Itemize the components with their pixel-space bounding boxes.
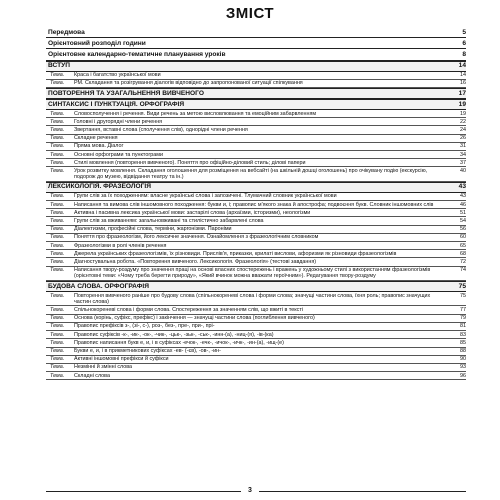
toc-entry <box>46 364 466 372</box>
toc-section <box>46 281 466 292</box>
toc-entry <box>46 209 466 217</box>
toc-entry-page: 93 <box>460 364 466 371</box>
toc-entry-page: 60 <box>460 234 466 241</box>
toc-entry-page: 79 <box>460 315 466 322</box>
toc-entry-title: Звертання, вставні слова (сполучення слів), однорідні члени речення <box>74 126 248 133</box>
toc-entry-page: 14 <box>460 72 466 79</box>
toc-entry-title: Складне речення <box>74 135 118 142</box>
toc-entry-label: Тема. <box>50 72 65 79</box>
toc-entry-title: Букви е, и, і в прикметникових суфіксах -ев- (-єв), -ов-, -ин- <box>74 348 221 354</box>
toc-entry <box>46 339 466 347</box>
toc-entry-label: Тема. <box>50 193 65 200</box>
toc-entry-title: Словосполучення і речення. Види речень за метою висловлювання та емоційним забарвленням <box>74 110 317 117</box>
toc-entry <box>46 72 466 80</box>
toc-entry-title: Фразеологізми в ролі членів речення <box>74 242 167 249</box>
toc-entry-title: Передмова <box>48 28 85 36</box>
page-footer <box>0 486 500 500</box>
toc-entry-label: Тема. <box>50 118 65 125</box>
toc-entry <box>46 135 466 143</box>
toc-entry-title: Групи слів за їх походженням: власне українські слова і запозичені. Тлумачний словник української мови <box>74 193 337 200</box>
toc-entry-label: Тема. <box>50 339 65 346</box>
toc-entry <box>46 167 466 181</box>
toc-entry-page: 40 <box>460 167 466 174</box>
toc-section <box>46 182 466 193</box>
toc-entry-label: Тема. <box>50 151 65 158</box>
toc-entry-title: БУДОВА СЛОВА. ОРФОГРАФІЯ <box>48 282 149 290</box>
toc-entry-label: Тема. <box>50 234 65 241</box>
toc-entry-title: Групи слів за вживанням: загальновживані та стилістично забарвлені слова <box>74 217 264 224</box>
toc-entry-title: Незмінні й змінні слова <box>74 364 133 371</box>
toc-entry-title: Правопис префіксів з-, (зі-, с-), роз-, без-, пре-, при-, прі- <box>74 323 215 330</box>
toc-entry-title: Правопис написання букв е, и, і в суфіксах -ечок-, -ечк-, -ичок-, -ичк-, -ин-(а), -ищ-(е) <box>74 339 284 346</box>
toc-entry <box>46 258 466 266</box>
toc-section <box>46 99 466 110</box>
toc-entry-page: 5 <box>462 28 466 36</box>
toc-entry-page: 22 <box>460 118 466 125</box>
toc-entry <box>46 126 466 134</box>
toc-entry-title: ПОВТОРЕННЯ ТА УЗАГАЛЬНЕННЯ ВИВЧЕНОГО <box>48 89 204 97</box>
toc-entry-title: Краса і багатство української мови <box>74 72 161 79</box>
toc-entry <box>46 143 466 151</box>
toc-entry-page: 85 <box>460 339 466 346</box>
page-number: 3 <box>241 486 259 496</box>
toc-entry <box>46 159 466 167</box>
toc-entry-page: 56 <box>460 226 466 233</box>
toc-entry-label: Тема. <box>50 159 65 166</box>
toc-entry-title: Правопис суфіксів -к-, -ик-, -ок-, -чик-, -цьк-, -зьк-, -ськ-, -инн-(а), -ниц-(я), -ів-(ка) <box>74 331 274 338</box>
toc-entry-page: 96 <box>460 372 466 379</box>
toc-entry <box>46 306 466 314</box>
toc-entry <box>46 372 466 380</box>
toc-entry-title: Головні і другорядні члени речення <box>74 118 163 125</box>
toc-entry-page: 75 <box>460 292 466 299</box>
toc-entry-title: Поняття про фразеологізм, його лексичне значення. Ознайомлення з фразеологічним словником <box>74 234 319 241</box>
toc-entry-label: Тема. <box>50 126 65 133</box>
toc-entry-title: Джерела українських фразеологізмів, їх різновиди. Прислів'я, приказки, крилаті вислови, афоризми як різновиди фразеологізмів <box>74 250 397 257</box>
toc-entry-title: Стилі мовлення (повторення вивченого). Поняття про офіційно-діловий стиль; ділові папери <box>74 159 306 166</box>
toc-entry-page: 74 <box>460 267 466 274</box>
toc-entry-label: Тема. <box>50 258 65 265</box>
toc-entry-page: 26 <box>460 135 466 142</box>
toc-entry-page: 24 <box>460 126 466 133</box>
toc-entry-page: 37 <box>460 159 466 166</box>
toc-entry-page: 19 <box>458 100 466 108</box>
toc-entry-label: Тема. <box>50 250 65 257</box>
toc-entry-page: 81 <box>460 323 466 330</box>
toc-entry <box>46 356 466 364</box>
toc-entry <box>46 323 466 331</box>
toc-entry-label: Тема. <box>50 226 65 233</box>
toc-entry-page: 31 <box>460 143 466 150</box>
page-title: ЗМІСТ <box>225 5 275 22</box>
toc-entry-title: Основні орфограми та пунктограми <box>74 151 164 158</box>
toc-entry-page: 68 <box>460 250 466 257</box>
toc-entry-page: 16 <box>460 80 466 87</box>
toc-entry-label: Тема. <box>50 80 65 87</box>
toc-entry-page: 77 <box>460 306 466 313</box>
toc-entry-label: Тема. <box>50 306 65 313</box>
toc-entry-page: 75 <box>458 282 466 290</box>
toc-entry <box>46 292 466 306</box>
toc-intro-entry <box>46 27 466 38</box>
toc-entry-title: ВСТУП <box>48 62 70 70</box>
toc-entry <box>46 331 466 339</box>
toc-entry-label: Тема. <box>50 292 65 299</box>
toc-entry-title: Спільнокореневі слова і форми слова. Спостереження за значенням слів, що вжиті в тексті <box>74 306 304 313</box>
toc-entry <box>46 217 466 225</box>
toc-entry-label: Тема. <box>50 242 65 249</box>
toc-entry-page: 43 <box>460 193 466 200</box>
toc-entry-title: Написання твору-роздуму про значення праці на основі власних спостережень і вражень у художньому стилі з використанням фразеологізмів (орієнтовні теми: «Чому треба берегти природу», «Який вчинок можна вважати героїчним»). Редагування твору-роздуму <box>74 267 431 280</box>
toc-entry-title: Написання та вимова слів іншомовного походження: букви и, і; правопис м'якого знака й апострофа; подвоєння букв. Словник іншомовних слів <box>74 201 434 208</box>
toc-entry-label: Тема. <box>50 167 65 174</box>
toc-entry-label: Тема. <box>50 110 65 117</box>
toc-entry-title: Активні іншомовні префікси й суфікси <box>74 356 169 363</box>
toc-entry-page: 43 <box>458 183 466 191</box>
toc-entry-page: 54 <box>460 217 466 224</box>
toc-entry-label: Тема. <box>50 323 65 330</box>
toc-entry-title: Основа (корінь, суфікс, префікс) і закінчення — значущі частини слова (поглиблення вивченого) <box>74 315 315 322</box>
toc-entry <box>46 234 466 242</box>
toc-entry-label: Тема. <box>50 143 65 150</box>
toc-entry-title: Активна і пасивна лексика української мови: застарілі слова (архаїзми, історизми), неологізми <box>74 209 311 216</box>
toc-entry <box>46 80 466 88</box>
toc-entry-label: Тема. <box>50 267 65 274</box>
toc-entry-page: 34 <box>460 151 466 158</box>
toc-entry-page: 46 <box>460 201 466 208</box>
toc-entry-page: 51 <box>460 209 466 216</box>
toc-entry <box>46 267 466 281</box>
toc-entry-label: Тема. <box>50 209 65 216</box>
toc-entry-label: Тема. <box>50 331 65 338</box>
toc-entry-title: Орієнтовний розподіл години <box>48 39 146 47</box>
toc-entry <box>46 201 466 209</box>
toc-entry-title: РМ. Складання та розігрування діалогів відповідно до запропонованої ситуації спілкування <box>74 80 303 87</box>
toc-entry-page: 90 <box>460 356 466 363</box>
toc-entry-title: Діагностувальна робота. «Повторення вивченого. Лексикологія. Фразеологія» (тестові завдання) <box>74 258 317 265</box>
toc-entry-page: 19 <box>460 110 466 117</box>
toc-entry-page: 6 <box>462 39 466 47</box>
toc-entry-title: Повторення вивченого раніше про будову слова (спільнокореневі слова і форми слова; значущі частини слова, їхня роль; правопис значущих частин слова) <box>74 292 431 305</box>
toc-entry-title: Орієнтовне календарно-тематичне планування уроків <box>48 50 226 58</box>
toc-entry-page: 88 <box>460 348 466 354</box>
toc-entry-label: Тема. <box>50 315 65 322</box>
toc-entry <box>46 242 466 250</box>
toc-entry-label: Тема. <box>50 356 65 363</box>
toc-entry-label: Тема. <box>50 217 65 224</box>
toc-section <box>46 88 466 99</box>
toc-entry <box>46 315 466 323</box>
toc-entry <box>46 118 466 126</box>
toc-entry-page: 83 <box>460 331 466 338</box>
toc-entry-label: Тема. <box>50 201 65 208</box>
toc-entry-title: Складні слова <box>74 372 110 379</box>
toc-entry-page: 8 <box>462 50 466 58</box>
toc-entry-page: 14 <box>458 62 466 70</box>
table-of-contents <box>46 27 466 380</box>
toc-entry-title: Урок розвитку мовлення. Складання оголошення для розміщення на вебсайті (на шкільній дошці оголошень) про очікувану подію (екскурсію, подорож до музею, відвідання театру та ін.) <box>74 167 428 181</box>
toc-entry-title: Пряма мова. Діалог <box>74 143 124 150</box>
toc-entry <box>46 250 466 258</box>
toc-entry-label: Тема. <box>50 348 65 354</box>
toc-entry-page: 65 <box>460 242 466 249</box>
toc-entry-title: ЛЕКСИКОЛОГІЯ. ФРАЗЕОЛОГІЯ <box>48 183 151 191</box>
toc-entry <box>46 193 466 201</box>
toc-entry <box>46 110 466 118</box>
toc-entry-page: 72 <box>460 258 466 265</box>
toc-intro-entry <box>46 49 466 60</box>
toc-entry <box>46 226 466 234</box>
toc-intro-entry <box>46 38 466 49</box>
toc-entry <box>46 151 466 159</box>
toc-entry-label: Тема. <box>50 364 65 371</box>
toc-entry-label: Тема. <box>50 135 65 142</box>
toc-entry-label: Тема. <box>50 372 65 379</box>
toc-entry-title: СИНТАКСИС І ПУНКТУАЦІЯ. ОРФОГРАФІЯ <box>48 100 185 108</box>
toc-section <box>46 61 466 72</box>
toc-entry-title: Діалектизми, професійні слова, терміни, жаргонізми. Пароніми <box>74 226 232 233</box>
toc-entry <box>46 348 466 356</box>
toc-entry-page: 17 <box>458 89 466 97</box>
